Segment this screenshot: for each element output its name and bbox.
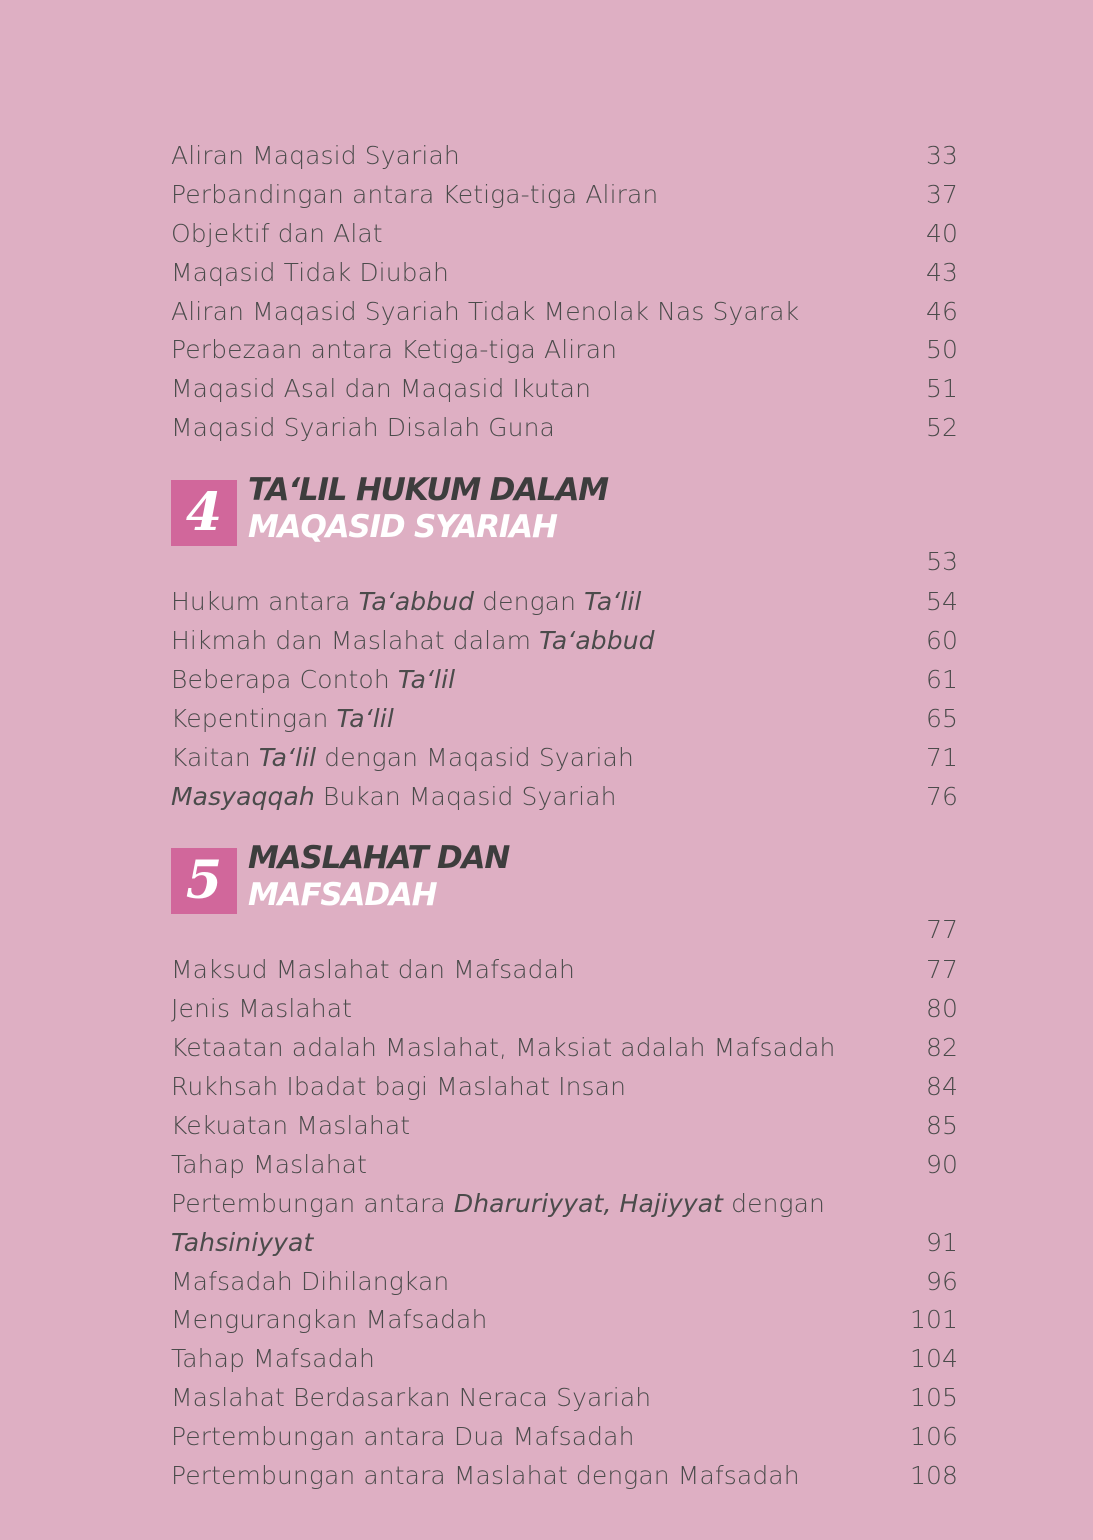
toc-text: Pertembungan antara — [171, 1188, 454, 1218]
toc-entry-page: 76 — [925, 781, 958, 811]
table-of-contents — [171, 137, 958, 1496]
toc-entry-title: Mafsadah Dihilangkan — [171, 1266, 450, 1296]
toc-entry[interactable] — [171, 409, 958, 448]
toc-entry-page: 90 — [925, 1149, 958, 1179]
toc-entry-page: 105 — [909, 1383, 958, 1413]
toc-entry-page: 40 — [925, 218, 958, 248]
toc-entry[interactable] — [171, 254, 958, 293]
chapter-title-line2: MAQASID SYARIAH — [248, 509, 557, 546]
toc-text: Kaitan — [171, 742, 259, 772]
toc-entry[interactable] — [171, 622, 958, 661]
chapter-title-line1: TA‘LIL HUKUM DALAM — [248, 472, 608, 509]
toc-entry-title — [171, 778, 898, 817]
toc-entry-page: 54 — [925, 587, 958, 617]
toc-entry-title: Maqasid Syariah Disalah Guna — [171, 413, 555, 443]
toc-entry-line1[interactable] — [171, 1185, 958, 1224]
toc-text-italic: Ta‘lil — [397, 664, 456, 694]
toc-entry[interactable] — [171, 1029, 958, 1068]
toc-entry[interactable] — [171, 215, 958, 254]
toc-text-italic: Masyaqqah — [171, 781, 315, 811]
toc-entry-title — [171, 583, 898, 622]
toc-text: dengan Maqasid Syariah — [316, 742, 634, 772]
toc-entry-page: 37 — [925, 179, 958, 209]
toc-entry-title: Maksud Maslahat dan Mafsadah — [171, 955, 575, 985]
toc-entry-title: Aliran Maqasid Syariah — [171, 141, 460, 170]
chapter-page: 53 — [926, 547, 958, 577]
toc-entry-page: 65 — [925, 703, 958, 733]
toc-entry-title: Tahap Mafsadah — [171, 1344, 375, 1374]
toc-text: Hikmah dan Maslahat dalam — [171, 626, 540, 656]
chapter-number: 5 — [185, 850, 223, 912]
toc-entry-page: 77 — [925, 955, 958, 985]
toc-text: Bukan Maqasid Syariah — [314, 781, 617, 811]
toc-entry[interactable] — [171, 1301, 958, 1340]
chapter-number: 4 — [185, 482, 223, 544]
toc-entry[interactable] — [171, 1418, 958, 1457]
toc-entry-title: Kekuatan Maslahat — [171, 1111, 411, 1141]
toc-entry-line2[interactable] — [171, 1224, 958, 1263]
toc-entry[interactable] — [171, 1263, 958, 1302]
chapter-title-line2: MAFSADAH — [248, 877, 437, 914]
toc-entry[interactable] — [171, 1379, 958, 1418]
toc-entry-title: Maslahat Berdasarkan Neraca Syariah — [171, 1383, 652, 1413]
toc-entry-page: 52 — [925, 413, 958, 443]
toc-text-italic: Dharuriyyat, Hajiyyat — [453, 1188, 724, 1218]
toc-entry-page: 33 — [925, 141, 958, 170]
toc-text-italic: Ta‘lil — [258, 742, 317, 772]
toc-entry-page: 84 — [925, 1072, 958, 1102]
toc-entry-page: 80 — [925, 994, 958, 1024]
chapter-title-line1: MASLAHAT DAN — [248, 840, 510, 877]
toc-text: dengan — [474, 587, 585, 617]
toc-entry[interactable] — [171, 700, 958, 739]
toc-entry[interactable] — [171, 661, 958, 700]
toc-entry-title: Perbezaan antara Ketiga-tiga Aliran — [171, 335, 618, 365]
toc-entry-title: Ketaatan adalah Maslahat, Maksiat adalah Mafsadah — [171, 1033, 836, 1063]
chapter-page: 77 — [926, 915, 958, 945]
toc-text-italic: Ta‘lil — [336, 703, 394, 733]
toc-text-italic: Ta‘abbud — [358, 587, 475, 617]
toc-entry-page: 60 — [925, 626, 958, 656]
toc-text-italic: Ta‘lil — [584, 587, 642, 617]
toc-entry[interactable] — [171, 1107, 958, 1146]
toc-entry[interactable] — [171, 1146, 958, 1185]
chapter-5-heading[interactable] — [171, 834, 958, 951]
toc-entry-title: Maqasid Tidak Diubah — [171, 257, 450, 287]
toc-entry-page: 96 — [925, 1266, 958, 1296]
toc-entry[interactable] — [171, 137, 958, 176]
toc-entry-page: 43 — [925, 257, 958, 287]
toc-entry-title: Jenis Maslahat — [171, 994, 353, 1024]
toc-entry-page: 82 — [925, 1033, 958, 1063]
toc-entry[interactable] — [171, 1457, 958, 1496]
toc-entry-page: 101 — [909, 1305, 958, 1335]
toc-entry[interactable] — [171, 778, 958, 817]
toc-entry[interactable] — [171, 951, 958, 990]
toc-entry-title: Maqasid Asal dan Maqasid Ikutan — [171, 374, 592, 404]
toc-entry-title: Pertembungan antara Maslahat dengan Mafsadah — [171, 1461, 800, 1491]
toc-entry-title: Mengurangkan Mafsadah — [171, 1305, 488, 1335]
toc-entry-page: 106 — [909, 1422, 958, 1452]
toc-entry-title — [171, 739, 898, 778]
toc-entry-page: 91 — [925, 1227, 958, 1257]
toc-entry-page: 104 — [909, 1344, 958, 1374]
toc-entry[interactable] — [171, 1340, 958, 1379]
toc-entry-page: 108 — [909, 1461, 958, 1491]
toc-text-italic: Ta‘abbud — [539, 626, 655, 656]
toc-entry[interactable] — [171, 331, 958, 370]
toc-entry[interactable] — [171, 293, 958, 332]
toc-entry-title: Pertembungan antara Dua Mafsadah — [171, 1422, 635, 1452]
toc-entry-title: Tahap Maslahat — [171, 1149, 367, 1179]
toc-entry-page: 46 — [925, 296, 958, 326]
toc-entry-title: Aliran Maqasid Syariah Tidak Menolak Nas Syarak — [171, 296, 800, 326]
toc-entry-page: 50 — [925, 335, 958, 365]
toc-entry-title — [171, 1185, 958, 1224]
toc-text: dengan — [723, 1188, 826, 1218]
toc-entry[interactable] — [171, 176, 958, 215]
toc-entry-page: 85 — [925, 1111, 958, 1141]
toc-entry-title — [171, 700, 898, 739]
chapter-4-heading[interactable] — [171, 466, 958, 583]
chapter-number-badge — [171, 480, 237, 546]
toc-text: Beberapa Contoh — [171, 664, 398, 694]
toc-entry[interactable] — [171, 1068, 958, 1107]
toc-entry[interactable] — [171, 990, 958, 1029]
chapter-number-badge — [171, 848, 237, 914]
toc-entry[interactable] — [171, 583, 958, 622]
toc-entry-page: 71 — [925, 742, 958, 772]
toc-entry[interactable] — [171, 370, 958, 409]
toc-entry-page: 51 — [925, 374, 958, 404]
toc-entry-title — [171, 622, 898, 661]
toc-entry-page: 61 — [925, 664, 958, 694]
toc-text-italic: Tahsiniyyat — [171, 1227, 314, 1257]
toc-entry-title: Objektif dan Alat — [171, 218, 383, 248]
toc-entry[interactable] — [171, 739, 958, 778]
toc-entry-title — [171, 661, 898, 700]
toc-entry-title: Rukhsah Ibadat bagi Maslahat Insan — [171, 1072, 627, 1102]
toc-text: Hukum antara — [171, 587, 359, 617]
toc-entry-title: Perbandingan antara Ketiga-tiga Aliran — [171, 179, 659, 209]
toc-text: Kepentingan — [171, 703, 337, 733]
